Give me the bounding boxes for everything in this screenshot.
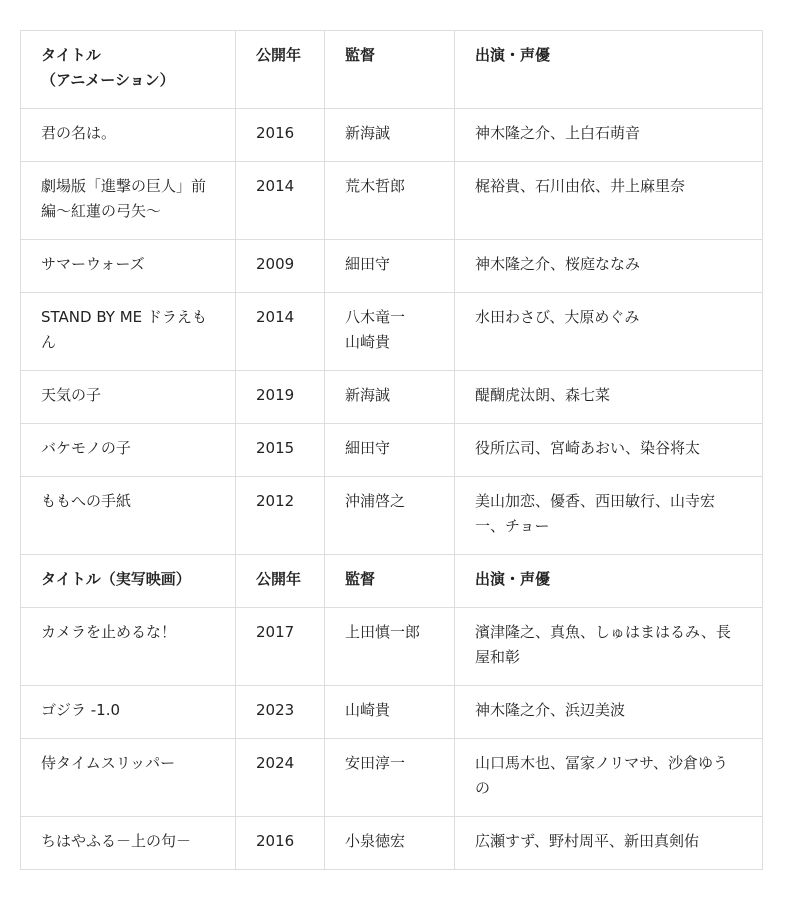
header-title: タイトル （アニメーション） (21, 31, 236, 109)
year-cell: 2016 (236, 817, 325, 870)
cast-cell: 神木隆之介、桜庭ななみ (455, 240, 763, 293)
cast-cell: 梶裕貴、石川由依、井上麻里奈 (455, 162, 763, 240)
director-cell: 八木竜一 山崎貴 (325, 293, 455, 371)
year-cell: 2009 (236, 240, 325, 293)
header-year: 公開年 (236, 31, 325, 109)
year-cell: 2016 (236, 109, 325, 162)
table-row (21, 477, 763, 555)
year-cell: 2012 (236, 477, 325, 555)
year-cell: 2015 (236, 424, 325, 477)
title-cell: 侍タイムスリッパー (21, 739, 236, 817)
cast-cell: 醍醐虎汰朗、森七菜 (455, 371, 763, 424)
table-header-row (21, 555, 763, 608)
title-cell: 天気の子 (21, 371, 236, 424)
table-row (21, 240, 763, 293)
title-cell: バケモノの子 (21, 424, 236, 477)
table-header-row (21, 31, 763, 109)
title-cell: ゴジラ -1.0 (21, 686, 236, 739)
cast-cell: 美山加恋、優香、西田敏行、山寺宏一、チョー (455, 477, 763, 555)
title-cell: ももへの手紙 (21, 477, 236, 555)
cast-cell: 濱津隆之、真魚、しゅはまはるみ、長屋和彰 (455, 608, 763, 686)
director-cell: 安田淳一 (325, 739, 455, 817)
cast-cell: 神木隆之介、浜辺美波 (455, 686, 763, 739)
director-cell: 上田慎一郎 (325, 608, 455, 686)
title-cell: カメラを止めるな！ (21, 608, 236, 686)
table-row (21, 686, 763, 739)
cast-cell: 役所広司、宮崎あおい、染谷将太 (455, 424, 763, 477)
movie-list (20, 30, 763, 870)
director-cell: 山崎貴 (325, 686, 455, 739)
cast-cell: 広瀬すず、野村周平、新田真剣佑 (455, 817, 763, 870)
title-cell: ちはやふる－上の句－ (21, 817, 236, 870)
table-row (21, 424, 763, 477)
year-cell: 2014 (236, 162, 325, 240)
table-row (21, 109, 763, 162)
header-director: 監督 (325, 31, 455, 109)
director-cell: 細田守 (325, 424, 455, 477)
title-cell: 君の名は。 (21, 109, 236, 162)
header-cast: 出演・声優 (455, 31, 763, 109)
cast-cell: 神木隆之介、上白石萌音 (455, 109, 763, 162)
cast-cell: 山口馬木也、冨家ノリマサ、沙倉ゆうの (455, 739, 763, 817)
title-cell: 劇場版「進撃の巨人」前編～紅蓮の弓矢～ (21, 162, 236, 240)
header-director: 監督 (325, 555, 455, 608)
movie-table (20, 30, 763, 870)
year-cell: 2024 (236, 739, 325, 817)
director-cell: 荒木哲郎 (325, 162, 455, 240)
year-cell: 2014 (236, 293, 325, 371)
year-cell: 2017 (236, 608, 325, 686)
table-row (21, 371, 763, 424)
director-cell: 新海誠 (325, 109, 455, 162)
header-title: タイトル（実写映画） (21, 555, 236, 608)
cast-cell: 水田わさび、大原めぐみ (455, 293, 763, 371)
header-cast: 出演・声優 (455, 555, 763, 608)
title-cell: STAND BY ME ドラえもん (21, 293, 236, 371)
director-cell: 細田守 (325, 240, 455, 293)
director-cell: 小泉徳宏 (325, 817, 455, 870)
director-cell: 沖浦啓之 (325, 477, 455, 555)
year-cell: 2023 (236, 686, 325, 739)
table-row (21, 162, 763, 240)
year-cell: 2019 (236, 371, 325, 424)
header-year: 公開年 (236, 555, 325, 608)
director-cell: 新海誠 (325, 371, 455, 424)
table-row (21, 608, 763, 686)
table-row (21, 817, 763, 870)
table-row (21, 739, 763, 817)
table-row (21, 293, 763, 371)
title-cell: サマーウォーズ (21, 240, 236, 293)
